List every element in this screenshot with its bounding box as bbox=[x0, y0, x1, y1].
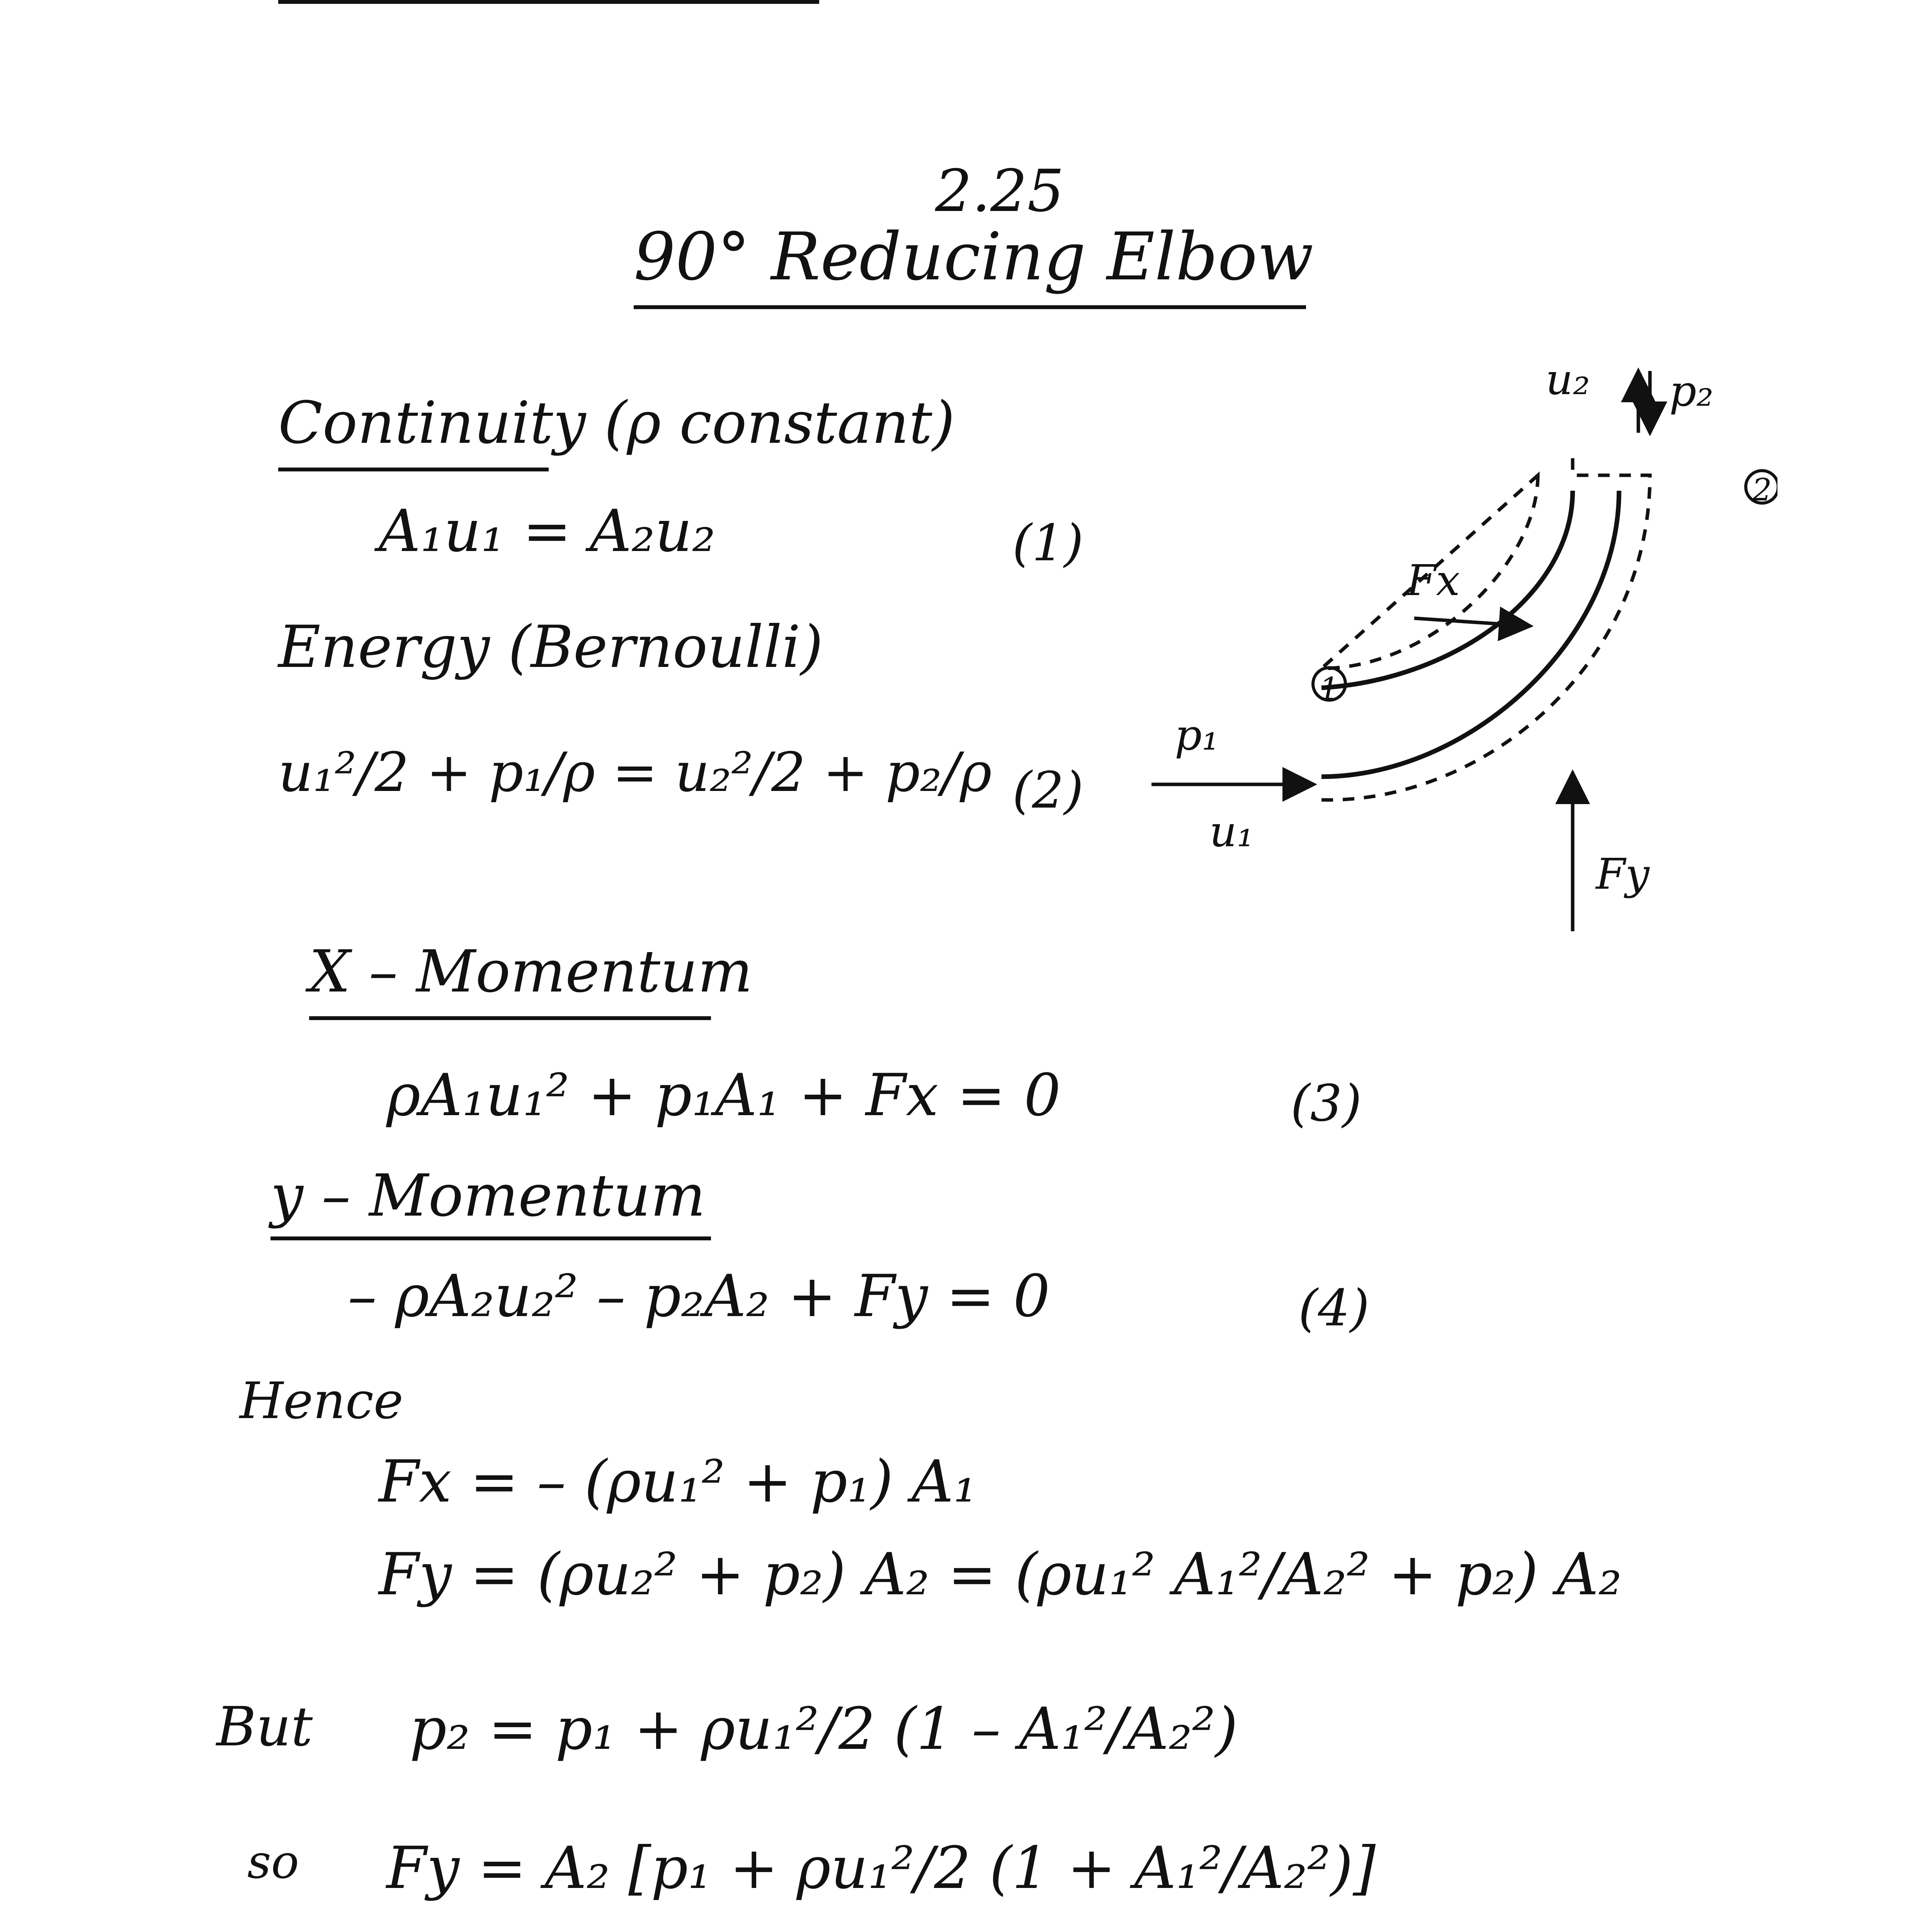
fx-expression: Fx = – (ρu₁² + p₁) A₁ bbox=[379, 1448, 977, 1515]
energy-equation: u₁²/2 + p₁/ρ = u₂²/2 + p₂/ρ bbox=[278, 741, 992, 804]
hence-label: Hence bbox=[240, 1371, 403, 1430]
equation-number-4: (4) bbox=[1298, 1279, 1370, 1337]
control-volume bbox=[1321, 456, 1650, 800]
p2-expression: p₂ = p₁ + ρu₁²/2 (1 – A₁²/A₂²) bbox=[410, 1696, 1238, 1763]
u1-label: u₁ bbox=[1209, 807, 1254, 856]
y-momentum-equation: – ρA₂u₂² – p₂A₂ + Fy = 0 bbox=[348, 1263, 1050, 1330]
y-momentum-underline bbox=[270, 1236, 711, 1240]
x-momentum-heading: X – Momentum bbox=[309, 938, 753, 1005]
page-title: 90° Reducing Elbow bbox=[634, 219, 1314, 295]
y-momentum-heading: y – Momentum bbox=[270, 1162, 706, 1230]
fy-final-expression: Fy = A₂ [p₁ + ρu₁²/2 (1 + A₁²/A₂²)] bbox=[386, 1835, 1376, 1902]
fx-arrow bbox=[1414, 618, 1530, 626]
continuity-equation: A₁u₁ = A₂u₂ bbox=[379, 498, 716, 565]
title-underline bbox=[634, 305, 1306, 309]
x-momentum-underline bbox=[309, 1016, 711, 1020]
fy-label: Fy bbox=[1596, 849, 1650, 899]
equation-number-2: (2) bbox=[1012, 761, 1084, 820]
equation-number-1: (1) bbox=[1012, 514, 1084, 572]
continuity-note: (ρ constant) bbox=[604, 389, 955, 457]
fx-label: Fx bbox=[1406, 556, 1460, 605]
but-label: But bbox=[216, 1696, 313, 1759]
fy-expression: Fy = (ρu₂² + p₂) A₂ = (ρu₁² A₁²/A₂² + p₂) A₂ bbox=[379, 1541, 1622, 1608]
problem-number: 2.25 bbox=[935, 158, 1064, 225]
x-momentum-equation: ρA₁u₁² + p₁A₁ + Fx = 0 bbox=[386, 1062, 1061, 1129]
u2-label: u₂ bbox=[1546, 355, 1590, 404]
energy-underline bbox=[278, 0, 819, 4]
p2-label: p₂ bbox=[1669, 366, 1714, 416]
so-label: so bbox=[247, 1835, 299, 1889]
energy-heading: Energy (Bernoulli) bbox=[278, 614, 823, 681]
equation-number-3: (3) bbox=[1291, 1074, 1362, 1133]
continuity-heading bbox=[278, 389, 955, 457]
p1-label: p₁ bbox=[1175, 710, 1219, 760]
continuity-heading-text: Continuity bbox=[278, 389, 586, 457]
station-1-label: 1 bbox=[1319, 671, 1339, 707]
station-2-label: 2 bbox=[1752, 472, 1772, 508]
continuity-underline bbox=[278, 468, 549, 471]
elbow-diagram bbox=[1121, 348, 1777, 966]
